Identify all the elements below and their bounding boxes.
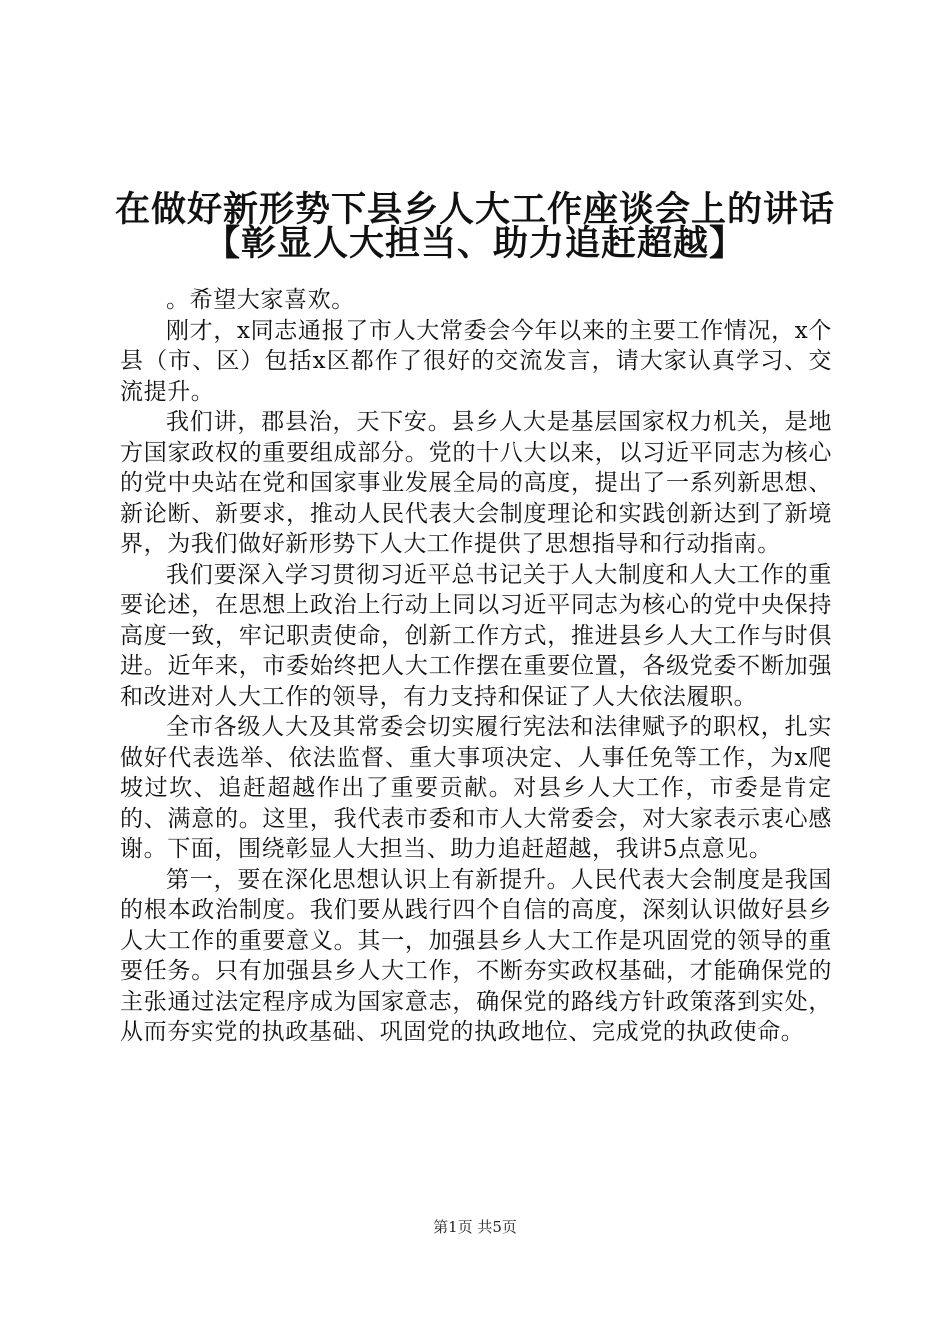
- paragraph-4: 我们要深入学习贯彻习近平总书记关于人大制度和人大工作的重要论述，在思想上政治上行动上同以习近平同志为核心的党中央保持高度一致，牢记职责使命，创新工作方式，推进县乡人大工作与时俱进。近年来，市委始终把人大工作摆在重要位置，各级党委不断加强和改进对人大工作的领导，有力支持和保证了人大依法履职。: [120, 561, 832, 710]
- paragraph-3: 我们讲，郡县治，天下安。县乡人大是基层国家权力机关，是地方国家政权的重要组成部分。党的十八大以来，以习近平同志为核心的党中央站在党和国家事业发展全局的高度，提出了一系列新思想、新论断、新要求，推动人民代表大会制度理论和实践创新达到了新境界，为我们做好新形势下人大工作提供了思想指导和行动指南。: [120, 409, 832, 557]
- document-body: [120, 285, 832, 1048]
- paragraph-6: 第一，要在深化思想认识上有新提升。人民代表大会制度是我国的根本政治制度。我们要从践行四个自信的高度，深刻认识做好县乡人大工作的重要意义。其一，加强县乡人大工作是巩固党的领导的重要任务。只有加强县乡人大工作，不断夯实政权基础，才能确保党的主张通过法定程序成为国家意志，确保党的路线方针政策落到实处，从而夯实党的执政基础、巩固党的执政地位、完成党的执政使命。: [120, 866, 832, 1045]
- document-title-line-2: 【彰显人大担当、助力追赶超越】: [204, 224, 745, 264]
- page-number-footer: 第1页 共5页: [433, 1218, 517, 1236]
- paragraph-1: 。希望大家喜欢。: [166, 287, 355, 313]
- document-title-line-1: 在做好新形势下县乡人大工作座谈会上的讲话: [114, 190, 835, 230]
- paragraph-5: 全市各级人大及其常委会切实履行宪法和法律赋予的职权，扎实做好代表选举、依法监督、重大事项决定、人事任免等工作，为x爬坡过坎、追赶超越作出了重要贡献。对县乡人大工作，市委是肯定的、满意的。这里，我代表市委和市人大常委会，对大家表示衷心感谢。下面，围绕彰显人大担当、助力追赶超越，我讲5点意见。: [120, 714, 832, 862]
- paragraph-2: 刚才，x同志通报了市人大常委会今年以来的主要工作情况，x个县（市、区）包括x区都作了很好的交流发言，请大家认真学习、交流提升。: [120, 317, 832, 405]
